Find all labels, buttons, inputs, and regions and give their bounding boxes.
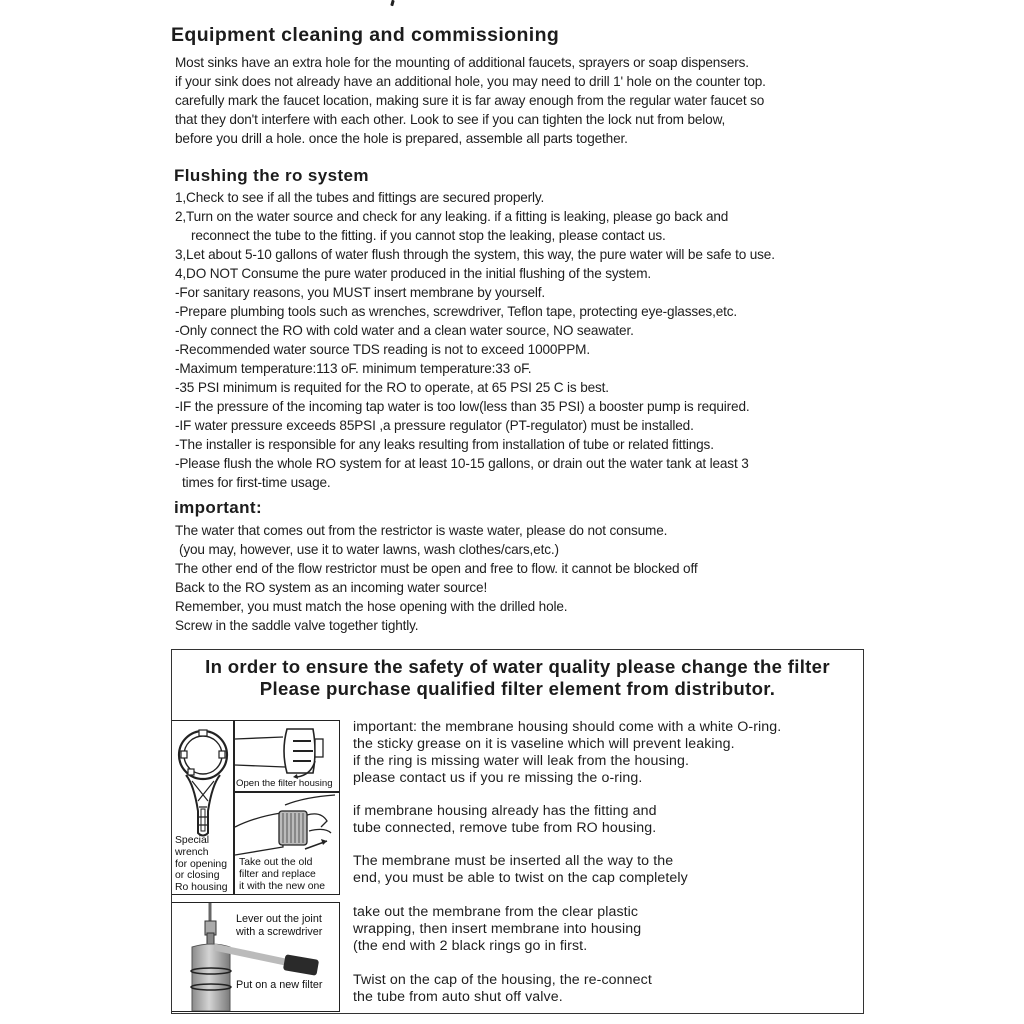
caption-line: it with the new one [239, 880, 326, 892]
instruction-insert-membrane [353, 853, 688, 887]
instruction-line: take out the membrane from the clear plastic [353, 904, 639, 920]
section-title-important: important: [174, 498, 263, 517]
instruction-line: if the ring is missing water will leak from the housing. [353, 753, 689, 769]
flushing-list [175, 188, 775, 492]
list-item: -Maximum temperature:113 oF. minimum temperature:33 oF. [175, 361, 532, 376]
instruction-twist-cap [353, 972, 652, 1006]
text-line: The other end of the flow restrictor must be open and free to flow. it cannot be blocked off [175, 561, 698, 576]
list-item: 3,Let about 5-10 gallons of water flush through the system, this way, the pure water will be safe to use. [175, 247, 775, 262]
list-item: -IF water pressure exceeds 85PSI ,a pressure regulator (PT-regulator) must be installed. [175, 418, 694, 433]
section-title-cleaning: Equipment cleaning and commissioning [171, 24, 560, 46]
list-item: 1,Check to see if all the tubes and fittings are secured properly. [175, 190, 545, 205]
text-line: that they don't interfere with each other. Look to see if you can tighten the lock nut from below, [175, 112, 726, 127]
scan-speck [390, 0, 394, 6]
hand-filter-icon [235, 793, 339, 857]
text-line: Most sinks have an extra hole for the mounting of additional faucets, sprayers or soap dispensers. [175, 55, 749, 70]
list-item: 4,DO NOT Consume the pure water produced in the initial flushing of the system. [175, 266, 652, 281]
list-item: -IF the pressure of the incoming tap water is too low(less than 35 PSI) a booster pump is required. [175, 399, 750, 414]
lever-joint-caption [236, 913, 322, 939]
instruction-line: the sticky grease on it is vaseline which will prevent leaking. [353, 736, 735, 752]
list-item-continuation: reconnect the tube to the fitting. if you cannot stop the leaking, please contact us. [191, 228, 666, 243]
cleaning-paragraph [175, 53, 766, 148]
instruction-line: wrapping, then insert membrane into housing [353, 921, 642, 937]
caption-line: filter and replace [239, 868, 316, 880]
instruction-line: if membrane housing already has the fitting and [353, 803, 657, 819]
wrench-caption [175, 835, 228, 894]
list-item-continuation: times for first-time usage. [182, 475, 331, 490]
instruction-line: tube connected, remove tube from RO housing. [353, 820, 657, 836]
new-filter-caption: Put on a new filter [236, 979, 323, 991]
text-line: Remember, you must match the hose opening with the drilled hole. [175, 599, 568, 614]
important-paragraph [175, 521, 697, 635]
list-item: -The installer is responsible for any leaks resulting from installation of tube or related fittings. [175, 437, 714, 452]
list-item: -35 PSI minimum is requited for the RO to operate, at 65 PSI 25 C is best. [175, 380, 609, 395]
caption-line: with a screwdriver [236, 926, 323, 938]
section-title-flushing: Flushing the ro system [174, 166, 369, 185]
text-line: Back to the RO system as an incoming water source! [175, 580, 488, 595]
filter-housing-icon [235, 721, 339, 779]
replace-filter-caption [239, 857, 325, 892]
text-line: (you may, however, use it to water lawns, wash clothes/cars,etc.) [179, 542, 559, 557]
open-housing-illustration-panel [234, 720, 340, 792]
caption-line: Lever out the joint [236, 913, 322, 925]
caption-line: or closing [175, 870, 220, 882]
replace-filter-illustration-panel [234, 792, 340, 895]
list-item: -Prepare plumbing tools such as wrenches, screwdriver, Teflon tape, protecting eye-glasses,etc. [175, 304, 738, 319]
instruction-line: Twist on the cap of the housing, the re-connect [353, 972, 652, 988]
filter-box-subtitle: Please purchase qualified filter element from distributor. [259, 678, 776, 699]
list-item: -For sanitary reasons, you MUST insert membrane by yourself. [175, 285, 545, 300]
instruction-line: please contact us if you re missing the o-ring. [353, 770, 643, 786]
text-line: The water that comes out from the restrictor is waste water, please do not consume. [175, 523, 668, 538]
list-item: 2,Turn on the water source and check for any leaking. if a fitting is leaking, please go back and [175, 209, 729, 224]
instruction-line: (the end with 2 black rings go in first. [353, 938, 588, 954]
instruction-unwrap-membrane [353, 904, 641, 955]
instruction-line: end, you must be able to twist on the cap completely [353, 870, 688, 886]
caption-line: wrench [175, 846, 209, 858]
text-line: Screw in the saddle valve together tightly. [175, 618, 419, 633]
filter-box-title: In order to ensure the safety of water quality please change the filter [205, 656, 830, 677]
text-line: if your sink does not already have an additional hole, you may need to drill 1' hole on the counter top. [175, 74, 766, 89]
list-item: -Recommended water source TDS reading is not to exceed 1000PPM. [175, 342, 590, 357]
caption-line: for opening [175, 858, 227, 870]
text-line: carefully mark the faucet location, making sure it is far away enough from the regular water faucet so [175, 93, 765, 108]
wrench-illustration-panel [172, 720, 234, 895]
instruction-line: the tube from auto shut off valve. [353, 989, 563, 1005]
wrench-icon [172, 721, 234, 841]
caption-line: Special [175, 835, 210, 846]
open-housing-caption: Open the filter housing [236, 778, 333, 789]
lever-joint-illustration-panel [172, 902, 340, 1012]
text-line: before you drill a hole. once the hole is prepared, assemble all parts together. [175, 131, 628, 146]
filter-change-box [171, 649, 864, 1014]
instruction-line: important: the membrane housing should come with a white O-ring. [353, 719, 782, 735]
instruction-line: The membrane must be inserted all the way to the [353, 853, 674, 869]
caption-line: Take out the old [239, 857, 313, 868]
list-item: -Please flush the whole RO system for at least 10-15 gallons, or drain out the water tank at least 3 [175, 456, 749, 471]
instruction-oring [353, 719, 781, 787]
instruction-remove-tube [353, 803, 657, 837]
list-item: -Only connect the RO with cold water and a clean water source, NO seawater. [175, 323, 634, 338]
caption-line: Ro housing [175, 882, 228, 894]
